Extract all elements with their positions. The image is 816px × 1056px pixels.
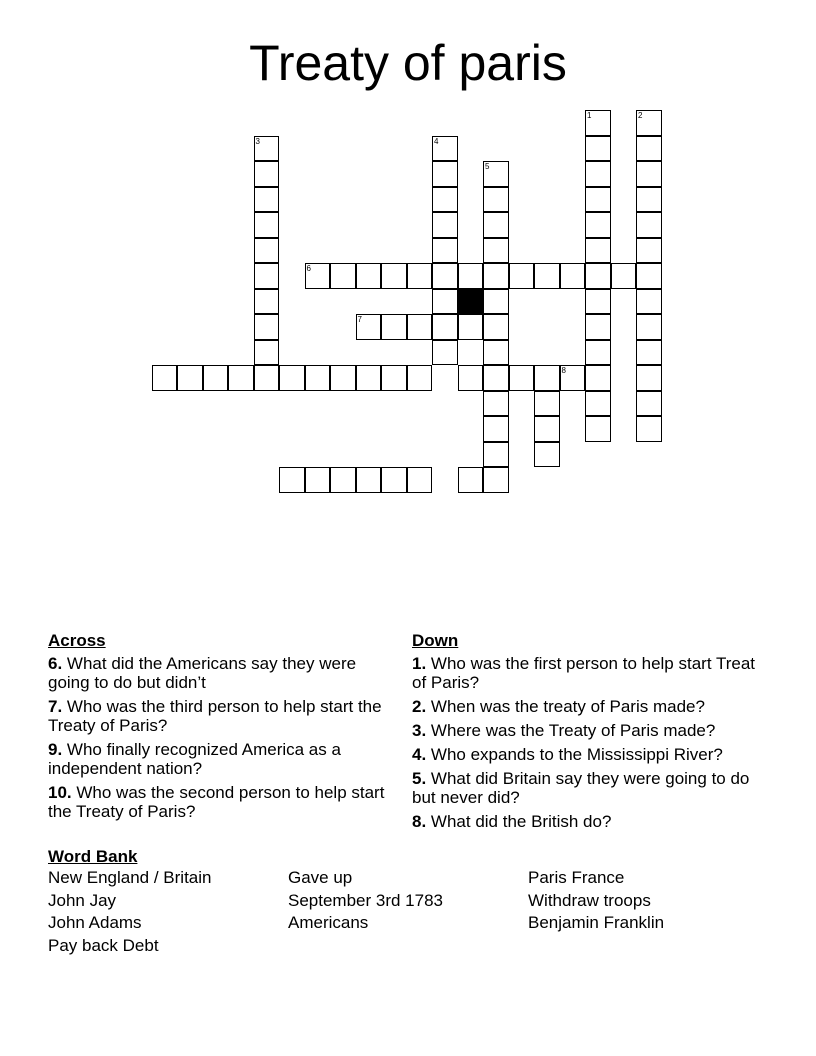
grid-cell[interactable] bbox=[585, 161, 611, 187]
grid-cell[interactable] bbox=[407, 263, 433, 289]
grid-cell[interactable] bbox=[483, 187, 509, 213]
grid-cell[interactable] bbox=[585, 110, 611, 136]
grid-cell[interactable] bbox=[254, 365, 280, 391]
grid-cell[interactable] bbox=[305, 365, 331, 391]
grid-cell[interactable] bbox=[254, 289, 280, 315]
grid-cell[interactable] bbox=[432, 161, 458, 187]
grid-cell[interactable] bbox=[381, 263, 407, 289]
grid-cell[interactable] bbox=[407, 365, 433, 391]
clue-number: 2. bbox=[412, 697, 427, 716]
grid-cell[interactable] bbox=[483, 212, 509, 238]
grid-cell[interactable] bbox=[407, 467, 433, 493]
grid-cell[interactable] bbox=[432, 289, 458, 315]
grid-cell[interactable] bbox=[381, 314, 407, 340]
grid-cell[interactable] bbox=[330, 467, 356, 493]
grid-cell[interactable] bbox=[636, 161, 662, 187]
word-bank-item: September 3rd 1783 bbox=[288, 890, 443, 910]
grid-cell[interactable] bbox=[407, 314, 433, 340]
clue-number: 3. bbox=[412, 721, 427, 740]
clue-number-label: 5 bbox=[485, 162, 490, 171]
clue-number: 5. bbox=[412, 769, 427, 788]
clue-number: 10. bbox=[48, 783, 72, 802]
grid-cell[interactable] bbox=[203, 365, 229, 391]
grid-cell[interactable] bbox=[330, 263, 356, 289]
grid-cell[interactable] bbox=[432, 314, 458, 340]
down-clue bbox=[412, 654, 762, 692]
grid-cell[interactable] bbox=[483, 289, 509, 315]
grid-cell[interactable] bbox=[585, 314, 611, 340]
grid-cell[interactable] bbox=[254, 314, 280, 340]
grid-cell[interactable] bbox=[254, 212, 280, 238]
across-heading: Across bbox=[48, 631, 106, 650]
clue-text: What did the Americans say they were going to do but didn’t bbox=[48, 654, 357, 692]
word-bank-column-1 bbox=[48, 867, 211, 957]
grid-cell[interactable] bbox=[483, 416, 509, 442]
grid-cell[interactable] bbox=[636, 238, 662, 264]
grid-cell[interactable] bbox=[152, 365, 178, 391]
grid-cell[interactable] bbox=[381, 467, 407, 493]
clue-number: 6. bbox=[48, 654, 63, 673]
grid-cell[interactable] bbox=[585, 289, 611, 315]
clue-text: Who expands to the Mississippi River? bbox=[430, 745, 723, 764]
grid-cell[interactable] bbox=[330, 365, 356, 391]
grid-cell[interactable] bbox=[228, 365, 254, 391]
grid-cell[interactable] bbox=[611, 263, 637, 289]
across-clue bbox=[48, 783, 388, 821]
grid-cell[interactable] bbox=[585, 340, 611, 366]
clue-text: Where was the Treaty of Paris made? bbox=[430, 721, 716, 740]
word-bank-column-2 bbox=[288, 867, 443, 935]
grid-cell[interactable] bbox=[432, 187, 458, 213]
grid-cell[interactable] bbox=[279, 365, 305, 391]
grid-block bbox=[458, 289, 484, 315]
clue-text: What did the British do? bbox=[430, 812, 612, 831]
grid-cell[interactable] bbox=[483, 263, 509, 289]
down-clue bbox=[412, 697, 762, 716]
clue-number: 4. bbox=[412, 745, 427, 764]
grid-cell[interactable] bbox=[483, 340, 509, 366]
grid-cell[interactable] bbox=[585, 263, 611, 289]
clue-number: 7. bbox=[48, 697, 63, 716]
clue-text: Who was the third person to help start the Treaty of Paris? bbox=[48, 697, 382, 735]
grid-cell[interactable] bbox=[458, 365, 484, 391]
grid-cell[interactable] bbox=[432, 212, 458, 238]
word-bank-item: John Adams bbox=[48, 913, 142, 932]
grid-cell[interactable] bbox=[279, 467, 305, 493]
grid-cell[interactable] bbox=[483, 238, 509, 264]
grid-cell[interactable] bbox=[585, 238, 611, 264]
word-bank-item: Gave up bbox=[288, 868, 353, 887]
down-clue bbox=[412, 769, 762, 807]
grid-cell[interactable] bbox=[560, 263, 586, 289]
grid-cell[interactable] bbox=[534, 365, 560, 391]
word-bank-column-3 bbox=[528, 867, 664, 935]
clue-number: 9. bbox=[48, 740, 63, 759]
grid-cell[interactable] bbox=[483, 161, 509, 187]
clue-number-label: 3 bbox=[255, 136, 260, 146]
grid-cell[interactable] bbox=[254, 187, 280, 213]
grid-cell[interactable] bbox=[636, 136, 662, 162]
down-section bbox=[412, 631, 762, 836]
word-bank-item: Americans bbox=[288, 913, 369, 932]
word-bank-item: Withdraw troops bbox=[528, 890, 651, 910]
grid-cell[interactable] bbox=[254, 263, 280, 289]
grid-cell[interactable] bbox=[254, 238, 280, 264]
clue-number-label: 1 bbox=[587, 111, 592, 120]
grid-cell[interactable] bbox=[458, 467, 484, 493]
across-clue bbox=[48, 697, 388, 735]
grid-cell[interactable] bbox=[356, 365, 382, 391]
grid-cell[interactable] bbox=[585, 365, 611, 391]
grid-cell[interactable] bbox=[254, 161, 280, 187]
grid-cell[interactable] bbox=[636, 187, 662, 213]
grid-cell[interactable] bbox=[636, 314, 662, 340]
grid-cell[interactable] bbox=[381, 365, 407, 391]
grid-cell[interactable] bbox=[483, 467, 509, 493]
clue-text: Who was the first person to help start Treat of Paris? bbox=[412, 654, 756, 692]
grid-cell[interactable] bbox=[432, 340, 458, 366]
clue-text: Who was the second person to help start the Treaty of Paris? bbox=[48, 783, 385, 821]
word-bank-heading: Word Bank bbox=[48, 847, 138, 866]
grid-cell[interactable] bbox=[305, 467, 331, 493]
grid-cell[interactable] bbox=[585, 391, 611, 417]
grid-cell[interactable] bbox=[483, 391, 509, 417]
grid-cell[interactable] bbox=[458, 314, 484, 340]
grid-cell[interactable] bbox=[534, 442, 560, 468]
clue-number-label: 4 bbox=[434, 136, 439, 146]
word-bank-item: Paris France bbox=[528, 868, 625, 887]
grid-cell[interactable] bbox=[636, 289, 662, 315]
grid-cell[interactable] bbox=[636, 416, 662, 442]
down-clue bbox=[412, 745, 762, 764]
grid-cell[interactable] bbox=[585, 136, 611, 162]
down-heading: Down bbox=[412, 631, 459, 650]
grid-cell[interactable] bbox=[483, 365, 509, 391]
across-clue bbox=[48, 740, 388, 778]
grid-cell[interactable] bbox=[509, 365, 535, 391]
grid-cell[interactable] bbox=[534, 263, 560, 289]
word-bank-item: Pay back Debt bbox=[48, 935, 159, 955]
clue-text: When was the treaty of Paris made? bbox=[430, 697, 705, 716]
clue-number-label: 6 bbox=[306, 264, 311, 273]
grid-cell[interactable] bbox=[356, 314, 382, 340]
grid-cell[interactable] bbox=[534, 416, 560, 442]
grid-cell[interactable] bbox=[636, 110, 662, 136]
grid-cell[interactable] bbox=[177, 365, 203, 391]
word-bank-item: Benjamin Franklin bbox=[528, 913, 665, 932]
grid-cell[interactable] bbox=[560, 365, 586, 391]
grid-cell[interactable] bbox=[585, 212, 611, 238]
grid-cell[interactable] bbox=[483, 442, 509, 468]
grid-cell[interactable] bbox=[254, 136, 280, 162]
grid-cell[interactable] bbox=[585, 187, 611, 213]
clue-number: 1. bbox=[412, 654, 427, 673]
grid-cell[interactable] bbox=[636, 365, 662, 391]
down-clue bbox=[412, 721, 762, 740]
word-bank-item: John Jay bbox=[48, 890, 117, 910]
grid-cell[interactable] bbox=[458, 263, 484, 289]
grid-cell[interactable] bbox=[636, 263, 662, 289]
grid-cell[interactable] bbox=[432, 136, 458, 162]
across-clue bbox=[48, 654, 388, 692]
grid-cell[interactable] bbox=[483, 314, 509, 340]
grid-cell[interactable] bbox=[356, 467, 382, 493]
clue-number: 8. bbox=[412, 812, 427, 831]
grid-cell[interactable] bbox=[585, 416, 611, 442]
grid-cell[interactable] bbox=[254, 340, 280, 366]
clue-number-label: 7 bbox=[357, 315, 362, 324]
word-bank-item: New England / Britain bbox=[48, 868, 212, 887]
clue-text: Who finally recognized America as a independent nation? bbox=[48, 740, 341, 778]
clue-number-label: 8 bbox=[561, 366, 566, 375]
grid-cell[interactable] bbox=[636, 212, 662, 238]
grid-cell[interactable] bbox=[432, 238, 458, 264]
grid-cell[interactable] bbox=[534, 391, 560, 417]
grid-cell[interactable] bbox=[305, 263, 331, 289]
grid-cell[interactable] bbox=[356, 263, 382, 289]
clue-number-label: 2 bbox=[638, 111, 643, 120]
clue-text: What did Britain say they were going to do but never did? bbox=[412, 769, 750, 807]
grid-cell[interactable] bbox=[636, 391, 662, 417]
across-section bbox=[48, 631, 388, 826]
puzzle-title: Treaty of paris bbox=[249, 35, 567, 91]
grid-cell[interactable] bbox=[509, 263, 535, 289]
grid-cell[interactable] bbox=[432, 263, 458, 289]
down-clue bbox=[412, 812, 762, 831]
grid-cell[interactable] bbox=[636, 340, 662, 366]
